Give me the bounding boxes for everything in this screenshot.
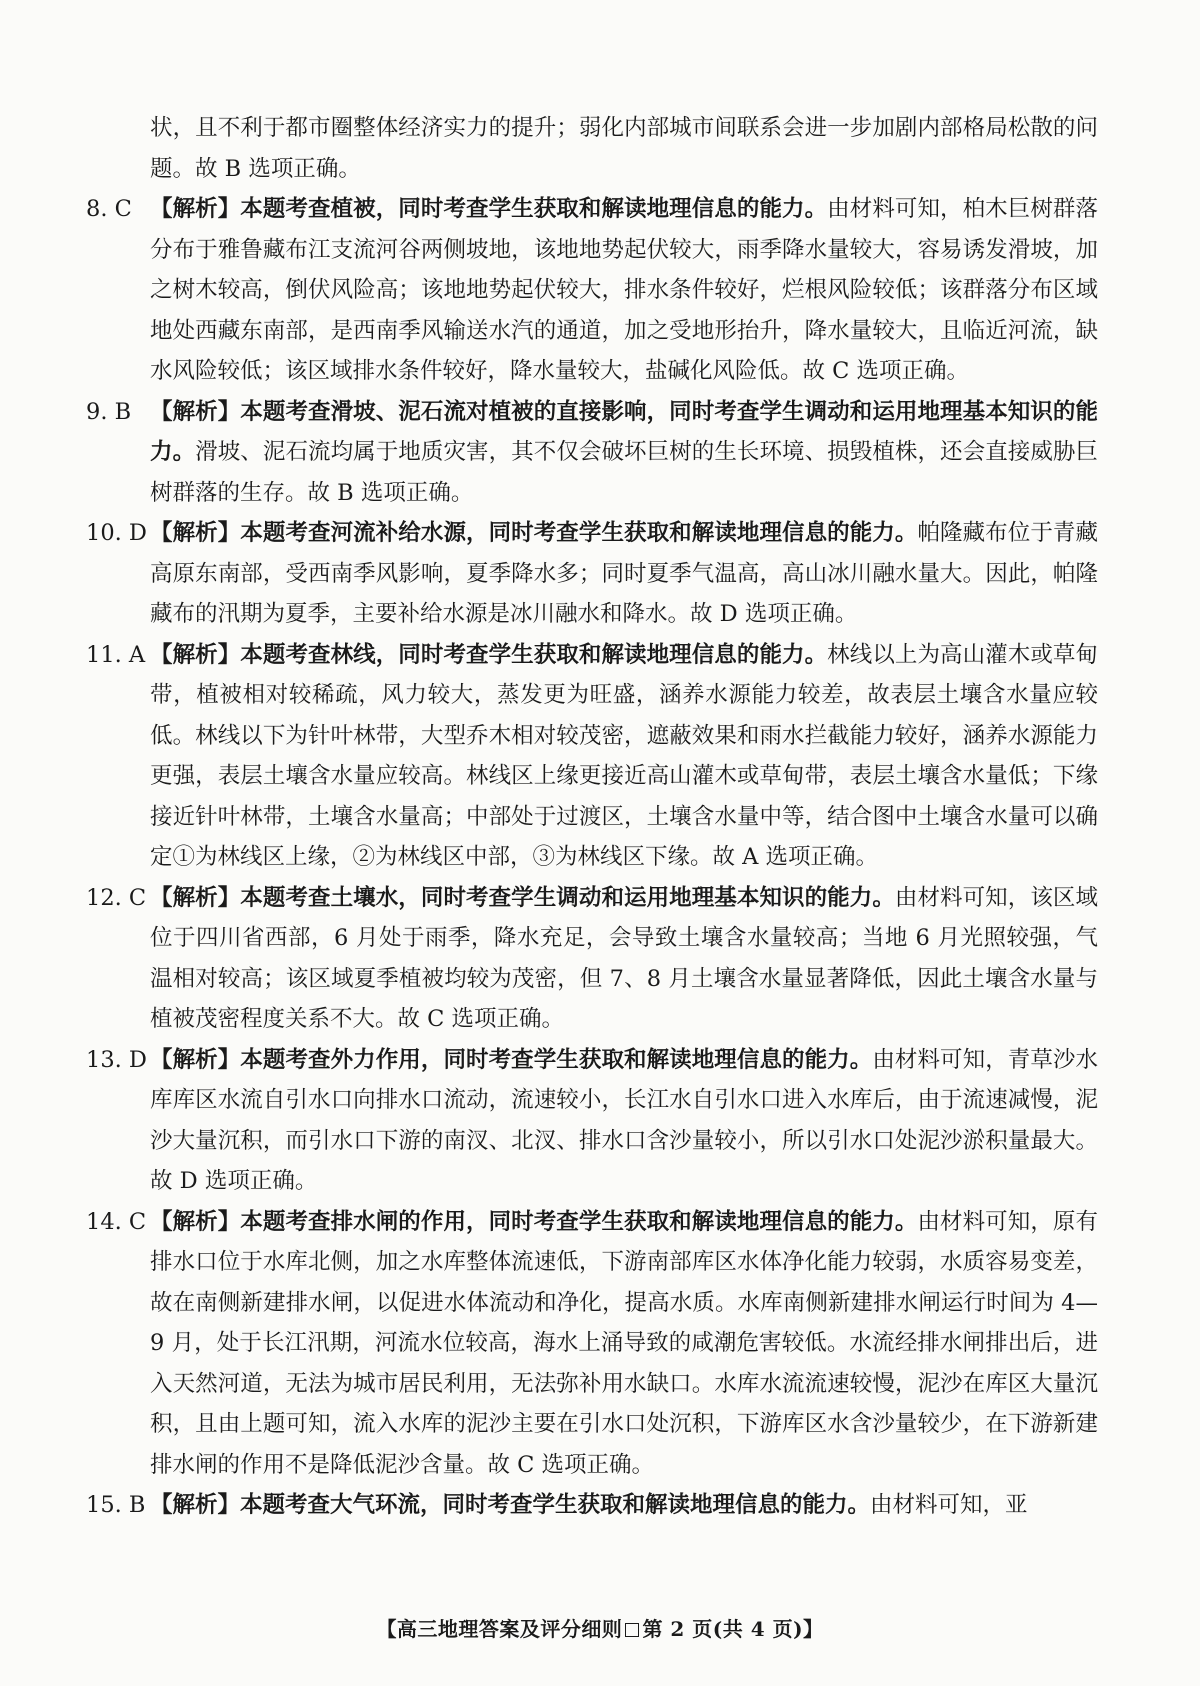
- analysis-tag: 【解析】: [150, 884, 241, 911]
- answer-lead: 本题考查滑坡、泥石流对植被的直接影响，同时考查学生调动和运用地理基本知识的能力。: [150, 398, 1098, 465]
- answer-body: 由材料可知，柏木巨树群落分布于雅鲁藏布江支流河谷两侧坡地，该地地势起伏较大，雨季降水量较大，容易诱发滑坡，加之树木较高，倒伏风险高；该地地势起伏较大，排水条件较好，烂根风险较低；该群落分布区域地处西藏东南部，是西南季风输送水汽的通道，加之受地形抬升，降水量较大，且临近河流，缺水风险较低；该区域排水条件较好，降水量较大，盐碱化风险低。故 C 选项正确。: [150, 196, 1098, 384]
- analysis-tag: 【解析】: [150, 1208, 241, 1235]
- footer-title: 【高三地理答案及评分细则: [376, 1617, 623, 1641]
- analysis-tag: 【解析】: [150, 520, 241, 546]
- analysis-tag: 【解析】: [150, 1492, 241, 1518]
- answer-number: 13. D: [86, 1046, 147, 1073]
- answer-number: 12. C: [86, 884, 147, 911]
- analysis-tag: 【解析】: [150, 641, 241, 668]
- answer-body: 滑坡、泥石流均属于地质灾害，其不仅会破坏巨树的生长环境、损毁植株，还会直接威胁巨树群落的生存。故 B 选项正确。: [150, 439, 1098, 506]
- analysis-tag: 【解析】: [150, 196, 241, 222]
- answer-item-11: [86, 635, 1098, 878]
- answer-item-10: [86, 513, 1098, 635]
- answer-item-15: [86, 1485, 1098, 1526]
- answer-number: 14. C: [86, 1208, 147, 1235]
- answer-item-12: [86, 878, 1098, 1040]
- answer-item-14: [86, 1202, 1098, 1486]
- answer-number: 10. D: [86, 520, 147, 546]
- answer-item-13: [86, 1040, 1098, 1202]
- continuation-paragraph: 状，且不利于都市圈整体经济实力的提升；弱化内部城市间联系会进一步加剧内部格局松散的问题。故 B 选项正确。: [150, 115, 1098, 182]
- answer-body: 林线以上为高山灌木或草甸带，植被相对较稀疏，风力较大，蒸发更为旺盛，涵养水源能力较差，故表层土壤含水量应较低。林线以下为针叶林带，大型乔木相对较茂密，遮蔽效果和雨水拦截能力较好，涵养水源能力更强，表层土壤含水量应较高。林线区上缘更接近高山灌木或草甸带，表层土壤含水量低；下缘接近针叶林带，土壤含水量高；中部处于过渡区，土壤含水量中等，结合图中土壤含水量可以确定①为林线区上缘，②为林线区中部，③为林线区下缘。故 A 选项正确。: [150, 641, 1098, 870]
- answer-content: [86, 108, 1098, 1526]
- answer-number: 8. C: [86, 196, 132, 222]
- answer-lead: 本题考查植被，同时考查学生获取和解读地理信息的能力。: [240, 196, 828, 222]
- answer-body: 由材料可知，亚: [870, 1492, 1028, 1518]
- page-footer: [0, 1613, 1200, 1642]
- analysis-tag: 【解析】: [150, 398, 241, 425]
- analysis-tag: 【解析】: [150, 1046, 241, 1073]
- answer-number: 15. B: [86, 1492, 146, 1518]
- answer-lead: 本题考查排水闸的作用，同时考查学生获取和解读地理信息的能力。: [240, 1208, 918, 1235]
- answer-body: 由材料可知，青草沙水库库区水流自引水口向排水口流动，流速较小，长江水自引水口进入水库后，由于流速减慢，泥沙大量沉积，而引水口下游的南汊、北汊、排水口含沙量较小，所以引水口处泥沙淤积量最大。故 D 选项正确。: [150, 1046, 1098, 1194]
- answer-lead: 本题考查大气环流，同时考查学生获取和解读地理信息的能力。: [240, 1492, 871, 1518]
- answer-lead: 本题考查林线，同时考查学生获取和解读地理信息的能力。: [240, 641, 828, 668]
- footer-page-number: 第 2 页(共 4 页)】: [642, 1617, 824, 1641]
- answer-number: 9. B: [86, 398, 132, 425]
- answer-body: 由材料可知，原有排水口位于水库北侧，加之水库整体流速低，下游南部库区水体净化能力较弱，水质容易变差，故在南侧新建排水闸，以促进水体流动和净化，提高水质。水库南侧新建排水闸运行时间为 4—9 月，处于长江汛期，河流水位较高，海水上涌导致的咸潮危害较低。水流经排水闸排出后，进入天然河道，无法为城市居民利用，无法弥补用水缺口。水库水流流速较慢，泥沙在库区大量沉积，且由上题可知，流入水库的泥沙主要在引水口处沉积，下游库区水含沙量较少，在下游新建排水闸的作用不是降低泥沙含量。故 C 选项正确。: [150, 1208, 1098, 1478]
- answer-item-9: [86, 392, 1098, 514]
- answer-item-8: [86, 189, 1098, 392]
- answer-number: 11. A: [86, 641, 146, 668]
- answer-lead: 本题考查土壤水，同时考查学生调动和运用地理基本知识的能力。: [240, 884, 895, 911]
- box-mark-icon: [625, 1623, 639, 1637]
- answer-body: 帕隆藏布位于青藏高原东南部，受西南季风影响，夏季降水多；同时夏季气温高，高山冰川融水量大。因此，帕隆藏布的汛期为夏季，主要补给水源是冰川融水和降水。故 D 选项正确。: [150, 520, 1098, 627]
- answer-lead: 本题考查河流补给水源，同时考查学生获取和解读地理信息的能力。: [240, 520, 918, 546]
- answer-body: 由材料可知，该区域位于四川省西部，6 月处于雨季，降水充足，会导致土壤含水量较高；当地 6 月光照较强，气温相对较高；该区域夏季植被均较为茂密，但 7、8 月土壤含水量显著降低，因此土壤含水量与植被茂密程度关系不大。故 C 选项正确。: [150, 884, 1098, 1032]
- answer-lead: 本题考查外力作用，同时考查学生获取和解读地理信息的能力。: [240, 1046, 873, 1073]
